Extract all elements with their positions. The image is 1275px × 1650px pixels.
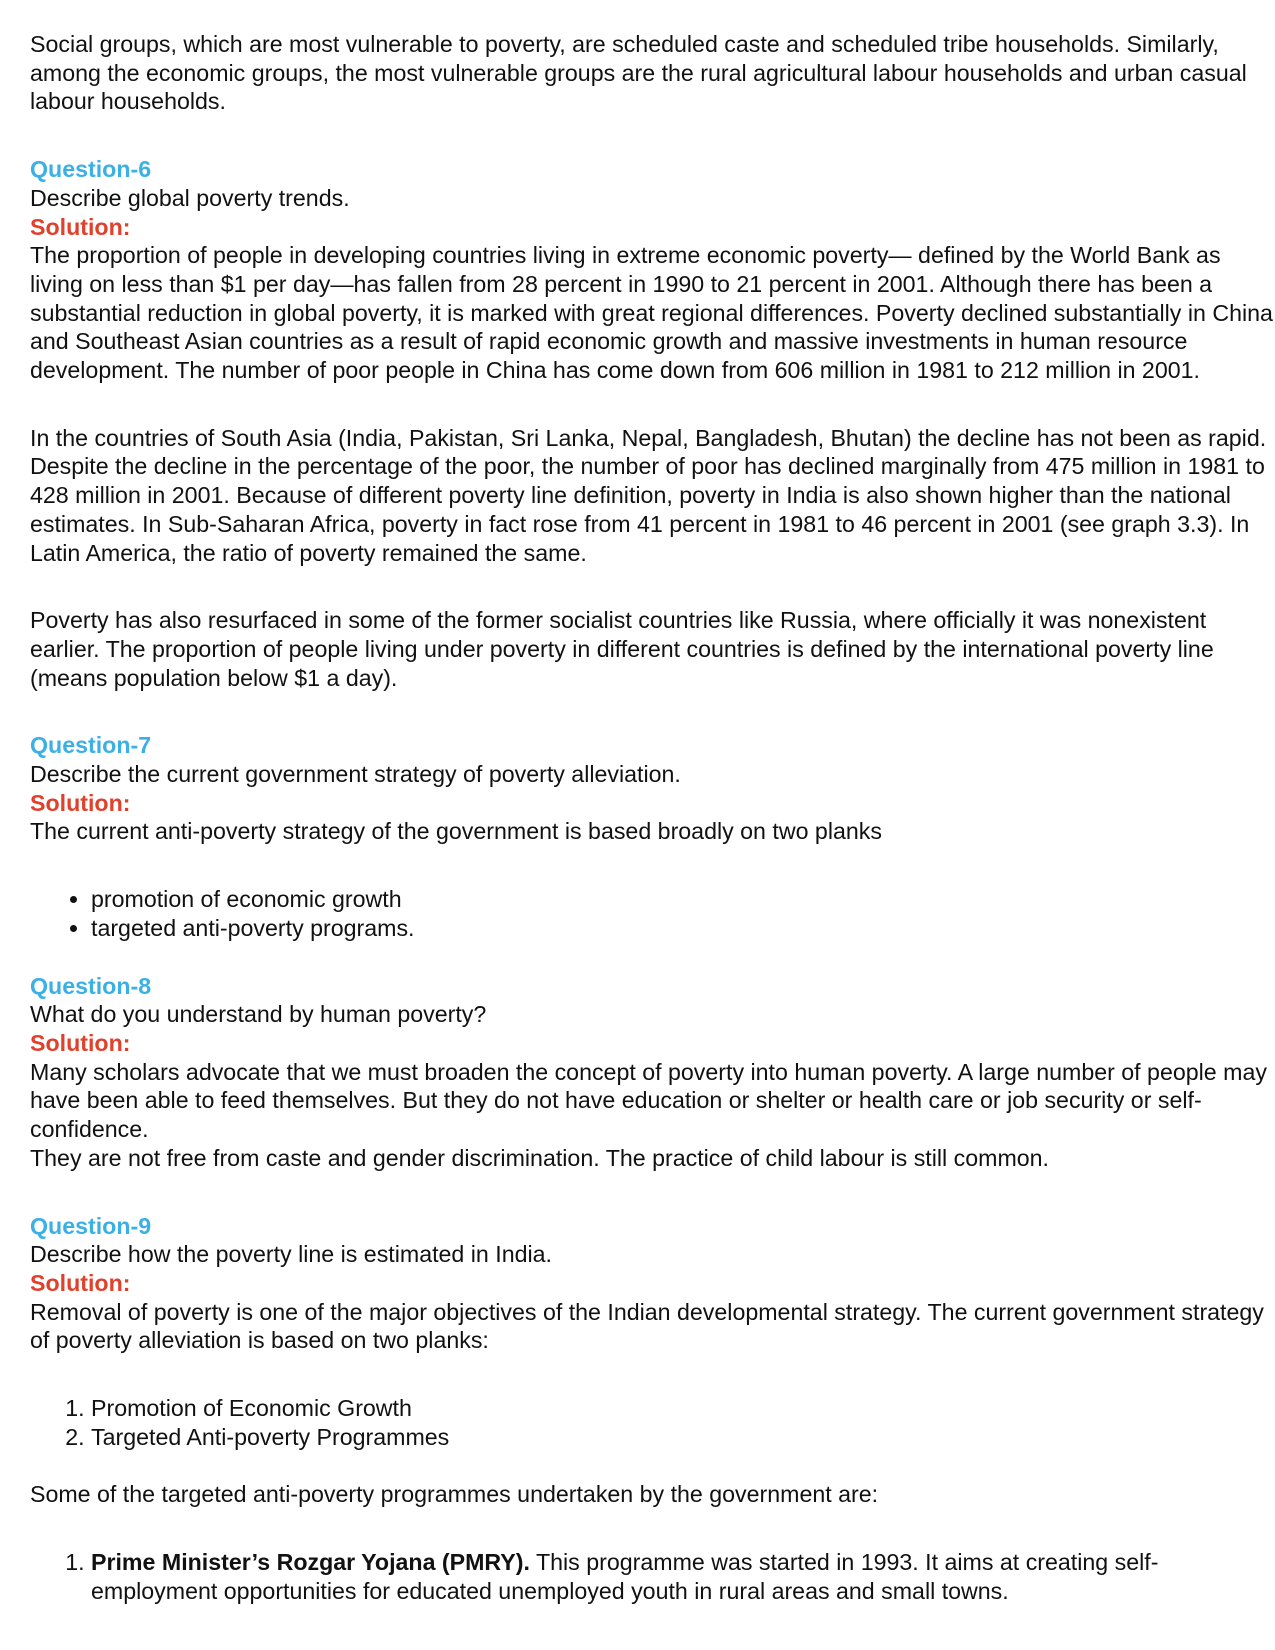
question-9-programmes-list xyxy=(30,1548,1275,1605)
programme-description: This programme was started in 1993. It aims at creating self-employment opportunities for educated unemployed youth in rural areas and small towns. xyxy=(91,1549,1159,1604)
question-6-text: Describe global poverty trends. xyxy=(30,184,350,211)
question-9-section xyxy=(30,1212,1275,1606)
list-item: • targeted anti-poverty programs. xyxy=(91,914,1275,943)
list-item: 2. Targeted Anti-poverty Programmes xyxy=(91,1423,1275,1452)
question-7-text: Describe the current government strategy of poverty alleviation. xyxy=(30,761,681,788)
question-9-paragraph: Removal of poverty is one of the major objectives of the Indian developmental strategy. The current government strategy of poverty alleviation is based on two planks: xyxy=(30,1298,1264,1354)
question-9-text: Describe how the poverty line is estimated in India. xyxy=(30,1241,552,1268)
question-7-solution-label: Solution: xyxy=(30,789,131,816)
question-6-section xyxy=(30,155,1275,692)
question-8-paragraph-1: Many scholars advocate that we must broaden the concept of poverty into human poverty. A large number of people may have been able to feed themselves. But they do not have education or shelter or health care or job security or self-confidence. xyxy=(30,1058,1267,1143)
intro-paragraph: Social groups, which are most vulnerable to poverty, are scheduled caste and scheduled tribe households. Similarly, among the economic groups, the most vulnerable groups are the rural agricultural labour households and urban casual labour households. xyxy=(30,31,1247,115)
question-6-solution-label: Solution: xyxy=(30,213,131,240)
question-7-section xyxy=(30,731,1275,942)
programme-title: Prime Minister’s Rozgar Yojana (PMRY). xyxy=(91,1549,530,1576)
list-item xyxy=(91,1548,1275,1605)
document-content xyxy=(30,30,1275,1606)
list-item: 1. Promotion of Economic Growth xyxy=(91,1394,1275,1423)
question-9-solution-label: Solution: xyxy=(30,1269,131,1296)
question-6-paragraph-2: In the countries of South Asia (India, Pakistan, Sri Lanka, Nepal, Bangladesh, Bhutan) the decline has not been as rapid. Despite the decline in the percentage of the poor, the number of poor has declined marginally from 475 million in 1981 to 428 million in 2001. Because of different poverty line definition, poverty in India is also shown higher than the national estimates. In Sub-Saharan Africa, poverty in fact rose from 41 percent in 1981 to 46 percent in 2001 (see graph 3.3). In Latin America, the ratio of poverty remained the same. xyxy=(30,424,1267,566)
question-6-label: Question-6 xyxy=(30,156,152,183)
question-8-label: Question-8 xyxy=(30,972,152,999)
question-7-bullet-list xyxy=(30,885,1275,942)
question-8-section xyxy=(30,972,1275,1173)
question-7-paragraph: The current anti-poverty strategy of the government is based broadly on two planks xyxy=(30,818,882,845)
question-8-paragraph-2: They are not free from caste and gender discrimination. The practice of child labour is still common. xyxy=(30,1144,1050,1171)
question-8-text: What do you understand by human poverty? xyxy=(30,1001,487,1028)
question-9-programmes-intro: Some of the targeted anti-poverty programmes undertaken by the government are: xyxy=(30,1481,879,1508)
question-9-label: Question-9 xyxy=(30,1212,152,1239)
question-7-label: Question-7 xyxy=(30,732,152,759)
question-9-planks-list xyxy=(30,1394,1275,1451)
question-6-paragraph-1: The proportion of people in developing countries living in extreme economic poverty— defined by the World Bank as living on less than $1 per day—has fallen from 28 percent in 1990 to 21 percent in 2001. Although there has been a substantial reduction in global poverty, it is marked with great regional differences. Poverty declined substantially in China and Southeast Asian countries as a result of rapid economic growth and massive investments in human resource development. The number of poor people in China has come down from 606 million in 1981 to 212 million in 2001. xyxy=(30,242,1273,384)
list-item: • promotion of economic growth xyxy=(91,885,1275,914)
question-8-solution-label: Solution: xyxy=(30,1029,131,1056)
question-6-paragraph-3: Poverty has also resurfaced in some of the former socialist countries like Russia, where officially it was nonexistent earlier. The proportion of people living under poverty in different countries is defined by the international poverty line (means population below $1 a day). xyxy=(30,607,1214,691)
